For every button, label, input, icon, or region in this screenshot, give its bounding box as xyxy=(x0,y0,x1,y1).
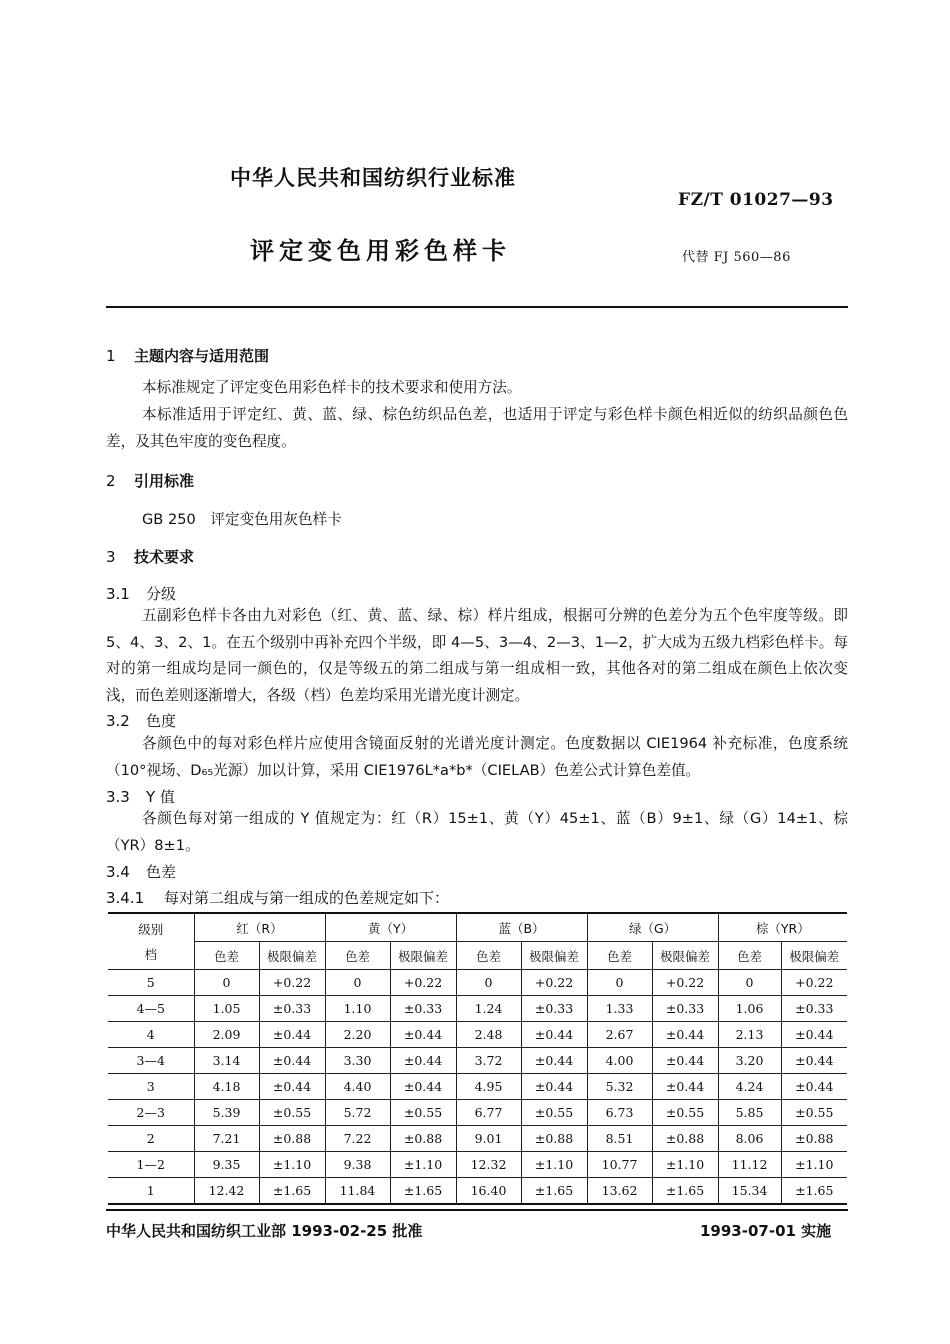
table-row xyxy=(108,1074,847,1100)
standard-org-title: 中华人民共和国纺织行业标准 xyxy=(230,166,516,190)
tolerance-cell: ±1.10 xyxy=(781,1152,847,1178)
header-rule xyxy=(106,306,848,308)
section-number: 3.4 xyxy=(106,863,130,881)
color-difference-cell: 5.32 xyxy=(587,1074,652,1100)
grade-cell: 2 xyxy=(108,1126,194,1152)
table-row xyxy=(108,1126,847,1152)
color-difference-cell: 12.32 xyxy=(456,1152,521,1178)
color-difference-cell: 0 xyxy=(325,970,390,996)
color-difference-cell: 0 xyxy=(587,970,652,996)
color-difference-cell: 7.22 xyxy=(325,1126,390,1152)
tolerance-cell: ±0.44 xyxy=(521,1022,587,1048)
grade-cell: 2—3 xyxy=(108,1100,194,1126)
tolerance-cell: ±1.65 xyxy=(259,1178,325,1205)
color-difference-cell: 2.09 xyxy=(194,1022,259,1048)
document-title: 评定变色用彩色样卡 xyxy=(250,237,511,265)
color-difference-cell: 0 xyxy=(194,970,259,996)
section-1-paragraph-2: 本标准适用于评定红、黄、蓝、绿、棕色纺织品色差，也适用于评定与彩色样卡颜色相近似的纺织品颜色色差，及其色牢度的变色程度。 xyxy=(106,406,848,450)
tolerance-cell: ±0.55 xyxy=(390,1100,456,1126)
color-difference-cell: 1.33 xyxy=(587,996,652,1022)
color-header-blue: 蓝（B） xyxy=(456,913,587,942)
table-row xyxy=(108,1100,847,1126)
color-difference-cell: 0 xyxy=(718,970,781,996)
tolerance-cell: ±0.44 xyxy=(259,1074,325,1100)
section-title: Y 值 xyxy=(146,788,175,806)
section-title: 每对第二组成与第一组成的色差规定如下： xyxy=(164,889,450,907)
grade-cell: 1 xyxy=(108,1178,194,1205)
tolerance-cell: ±0.88 xyxy=(259,1126,325,1152)
color-difference-cell: 2.67 xyxy=(587,1022,652,1048)
grade-header-bottom: 档 xyxy=(144,946,157,962)
section-3-1-paragraph: 五副彩色样卡各由九对彩色（红、黄、蓝、绿、棕）样片组成，根据可分辨的色差分为五个色牢度等级。即 5、4、3、2、1。在五个级别中再补充四个半级，即 4—5、3—4、2—3、1—2，扩大成为五级九档彩色样卡。每对的第一组成均是同一颜色的，仅是等级五的第二组成与第一组成相一致，其他各对的第二组成在颜色上依次变浅，而色差则逐渐增大，各级（档）色差均采用光谱光度计测定。 xyxy=(106,607,848,704)
grade-header xyxy=(108,913,194,970)
tolerance-cell: +0.22 xyxy=(781,970,847,996)
color-difference-cell: 5.85 xyxy=(718,1100,781,1126)
effective-date: 1993-07-01 实施 xyxy=(700,1222,832,1240)
tolerance-cell: ±0.44 xyxy=(390,1048,456,1074)
section-1-heading xyxy=(106,345,269,366)
color-difference-cell: 1.24 xyxy=(456,996,521,1022)
color-difference-cell: 6.73 xyxy=(587,1100,652,1126)
table-row xyxy=(108,1178,847,1205)
subheader-tolerance: 极限偏差 xyxy=(390,942,456,970)
tolerance-cell: ±0.44 xyxy=(390,1022,456,1048)
tolerance-cell: ±0.33 xyxy=(521,996,587,1022)
color-header-green: 绿（G） xyxy=(587,913,718,942)
color-difference-cell: 7.21 xyxy=(194,1126,259,1152)
tolerance-cell: ±0.33 xyxy=(781,996,847,1022)
color-difference-cell: 3.20 xyxy=(718,1048,781,1074)
tolerance-cell: ±0.44 xyxy=(259,1022,325,1048)
section-number: 3.4.1 xyxy=(106,889,145,907)
tolerance-cell: ±0.33 xyxy=(390,996,456,1022)
tolerance-cell: ±0.88 xyxy=(781,1126,847,1152)
section-title: 分级 xyxy=(146,585,177,603)
section-3-4-heading xyxy=(106,861,176,882)
tolerance-cell: ±0.33 xyxy=(259,996,325,1022)
tolerance-cell: ±0.33 xyxy=(652,996,718,1022)
color-difference-cell: 9.38 xyxy=(325,1152,390,1178)
tolerance-cell: ±0.88 xyxy=(521,1126,587,1152)
tolerance-cell: ±0.44 xyxy=(390,1074,456,1100)
color-difference-cell: 8.51 xyxy=(587,1126,652,1152)
tolerance-cell: ±1.65 xyxy=(652,1178,718,1205)
subheader-tolerance: 极限偏差 xyxy=(781,942,847,970)
tolerance-cell: +0.22 xyxy=(521,970,587,996)
grade-cell: 4 xyxy=(108,1022,194,1048)
color-difference-cell: 5.72 xyxy=(325,1100,390,1126)
color-difference-cell: 9.35 xyxy=(194,1152,259,1178)
color-difference-cell: 3.72 xyxy=(456,1048,521,1074)
color-difference-cell: 2.48 xyxy=(456,1022,521,1048)
table-row xyxy=(108,1152,847,1178)
tolerance-cell: ±0.55 xyxy=(781,1100,847,1126)
tolerance-cell: ±0.44 xyxy=(781,1022,847,1048)
section-3-2-paragraph: 各颜色中的每对彩色样片应使用含镜面反射的光谱光度计测定。色度数据以 CIE1964 补充标准，色度系统（10°视场、D₆₅光源）加以计算，采用 CIE1976L*a*b*（CIELAB）色差公式计算色差值。 xyxy=(106,735,848,779)
grade-cell: 5 xyxy=(108,970,194,996)
tolerance-cell: ±0.44 xyxy=(781,1048,847,1074)
table-row xyxy=(108,970,847,996)
color-difference-cell: 9.01 xyxy=(456,1126,521,1152)
section-3-1-heading xyxy=(106,583,176,604)
referenced-standard: GB 250 评定变色用灰色样卡 xyxy=(142,511,342,528)
tolerance-cell: ±1.10 xyxy=(259,1152,325,1178)
subheader-color-difference: 色差 xyxy=(587,942,652,970)
grade-cell: 3 xyxy=(108,1074,194,1100)
tolerance-cell: ±0.44 xyxy=(652,1022,718,1048)
replaces-note: 代替 FJ 560—86 xyxy=(682,250,791,265)
color-difference-cell: 1.06 xyxy=(718,996,781,1022)
grade-header-top: 级别 xyxy=(138,921,164,937)
subheader-tolerance: 极限偏差 xyxy=(652,942,718,970)
tolerance-cell: ±1.65 xyxy=(781,1178,847,1205)
subheader-tolerance: 极限偏差 xyxy=(521,942,587,970)
tolerance-cell: ±0.88 xyxy=(652,1126,718,1152)
subheader-color-difference: 色差 xyxy=(718,942,781,970)
tolerance-cell: +0.22 xyxy=(259,970,325,996)
color-header-red: 红（R） xyxy=(194,913,325,942)
approval-note: 中华人民共和国纺织工业部 1993-02-25 批准 xyxy=(106,1222,423,1240)
tolerance-cell: +0.22 xyxy=(390,970,456,996)
tolerance-cell: ±0.55 xyxy=(521,1100,587,1126)
tolerance-cell: ±0.55 xyxy=(259,1100,325,1126)
tolerance-cell: ±0.55 xyxy=(652,1100,718,1126)
table-row xyxy=(108,1022,847,1048)
color-difference-cell: 15.34 xyxy=(718,1178,781,1205)
section-number: 3 xyxy=(106,548,116,566)
grade-cell: 3—4 xyxy=(108,1048,194,1074)
color-difference-cell: 11.12 xyxy=(718,1152,781,1178)
tolerance-cell: ±1.65 xyxy=(390,1178,456,1205)
tolerance-cell: ±1.10 xyxy=(390,1152,456,1178)
subheader-color-difference: 色差 xyxy=(325,942,390,970)
grade-cell: 1—2 xyxy=(108,1152,194,1178)
subheader-color-difference: 色差 xyxy=(194,942,259,970)
color-difference-cell: 6.77 xyxy=(456,1100,521,1126)
color-difference-cell: 4.00 xyxy=(587,1048,652,1074)
subheader-color-difference: 色差 xyxy=(456,942,521,970)
color-difference-cell: 16.40 xyxy=(456,1178,521,1205)
section-title: 主题内容与适用范围 xyxy=(134,347,270,365)
color-difference-cell: 5.39 xyxy=(194,1100,259,1126)
section-2-heading xyxy=(106,470,194,491)
footer-rule xyxy=(106,1209,848,1211)
tolerance-cell: ±0.44 xyxy=(652,1074,718,1100)
section-number: 3.2 xyxy=(106,712,130,730)
standard-code: FZ/T 01027—93 xyxy=(678,190,834,210)
section-number: 3.3 xyxy=(106,788,130,806)
color-difference-cell: 4.95 xyxy=(456,1074,521,1100)
section-number: 2 xyxy=(106,472,116,490)
section-3-3-paragraph: 各颜色每对第一组成的 Y 值规定为：红（R）15±1、黄（Y）45±1、蓝（B）9±1、绿（G）14±1、棕（YR）8±1。 xyxy=(106,810,848,854)
color-difference-table xyxy=(108,912,847,1205)
section-number: 1 xyxy=(106,347,116,365)
subheader-tolerance: 极限偏差 xyxy=(259,942,325,970)
color-difference-cell: 1.10 xyxy=(325,996,390,1022)
color-difference-cell: 3.30 xyxy=(325,1048,390,1074)
color-difference-cell: 1.05 xyxy=(194,996,259,1022)
tolerance-cell: ±1.10 xyxy=(652,1152,718,1178)
color-difference-cell: 11.84 xyxy=(325,1178,390,1205)
tolerance-cell: ±0.88 xyxy=(390,1126,456,1152)
section-title: 引用标准 xyxy=(134,472,195,490)
tolerance-cell: ±0.44 xyxy=(521,1074,587,1100)
color-header-yellow: 黄（Y） xyxy=(325,913,456,942)
section-number: 3.1 xyxy=(106,585,130,603)
color-difference-cell: 0 xyxy=(456,970,521,996)
section-3-heading xyxy=(106,546,194,567)
tolerance-cell: +0.22 xyxy=(652,970,718,996)
color-difference-cell: 12.42 xyxy=(194,1178,259,1205)
section-title: 色度 xyxy=(146,712,177,730)
section-3-2-heading xyxy=(106,710,176,731)
section-1-paragraph-1: 本标准规定了评定变色用彩色样卡的技术要求和使用方法。 xyxy=(142,379,522,396)
color-header-brown: 棕（YR） xyxy=(718,913,847,942)
section-3-3-heading xyxy=(106,786,175,807)
color-difference-cell: 3.14 xyxy=(194,1048,259,1074)
tolerance-cell: ±0.44 xyxy=(781,1074,847,1100)
color-difference-cell: 4.40 xyxy=(325,1074,390,1100)
color-difference-cell: 2.13 xyxy=(718,1022,781,1048)
section-title: 技术要求 xyxy=(134,548,195,566)
table-row xyxy=(108,1048,847,1074)
tolerance-cell: ±1.65 xyxy=(521,1178,587,1205)
tolerance-cell: ±0.44 xyxy=(652,1048,718,1074)
section-title: 色差 xyxy=(146,863,177,881)
tolerance-cell: ±0.44 xyxy=(259,1048,325,1074)
color-difference-cell: 13.62 xyxy=(587,1178,652,1205)
table-row xyxy=(108,996,847,1022)
tolerance-cell: ±0.44 xyxy=(521,1048,587,1074)
color-difference-cell: 10.77 xyxy=(587,1152,652,1178)
color-difference-cell: 4.18 xyxy=(194,1074,259,1100)
tolerance-cell: ±1.10 xyxy=(521,1152,587,1178)
color-difference-cell: 4.24 xyxy=(718,1074,781,1100)
section-3-4-1-heading xyxy=(106,887,449,908)
grade-cell: 4—5 xyxy=(108,996,194,1022)
color-difference-cell: 2.20 xyxy=(325,1022,390,1048)
color-difference-cell: 8.06 xyxy=(718,1126,781,1152)
